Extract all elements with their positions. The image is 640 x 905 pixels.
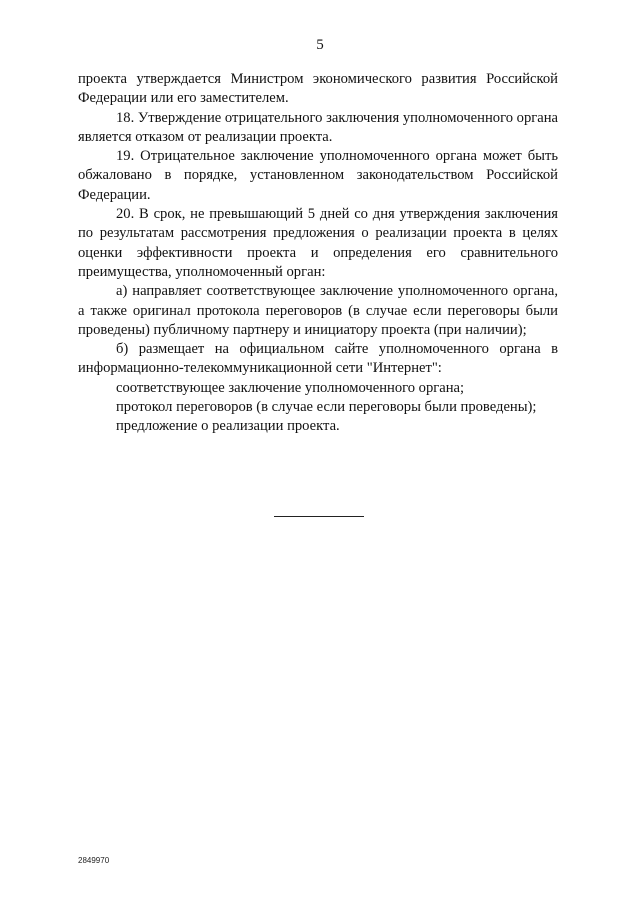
paragraph-item-19: 19. Отрицательное заключение уполномоченного органа может быть обжаловано в порядке, установленном законодательством Российской Федерации. <box>78 148 558 203</box>
paragraph-item-20: 20. В срок, не превышающий 5 дней со дня утверждения заключения по результатам рассмотрения предложения о реализации проекта в целях оценки эффективности проекта и определения его сравнительного преимущества, уполномоченный орган: <box>78 206 558 280</box>
list-item-conclusion: соответствующее заключение уполномоченного органа; <box>116 379 465 396</box>
list-item-proposal: предложение о реализации проекта. <box>116 418 340 435</box>
end-divider-line <box>274 516 364 517</box>
list-item-protocol: протокол переговоров (в случае если переговоры были проведены); <box>116 399 537 416</box>
paragraph-continuation: проекта утверждается Министром экономического развития Российской Федерации или его заместителем. <box>78 71 558 107</box>
document-code: 2849970 <box>78 856 110 865</box>
document-body <box>78 70 558 437</box>
paragraph-subitem-a: а) направляет соответствующее заключение уполномоченного органа, а также оригинал протокола переговоров (в случае если переговоры были проведены) публичному партнеру и инициатору проекта (при наличии); <box>78 283 558 338</box>
paragraph-subitem-b: б) размещает на официальном сайте уполномоченного органа в информационно-телекоммуникационной сети "Интернет": <box>78 341 558 377</box>
paragraph-item-18: 18. Утверждение отрицательного заключения уполномоченного органа является отказом от реализации проекта. <box>78 109 558 145</box>
page-number: 5 <box>316 37 324 53</box>
